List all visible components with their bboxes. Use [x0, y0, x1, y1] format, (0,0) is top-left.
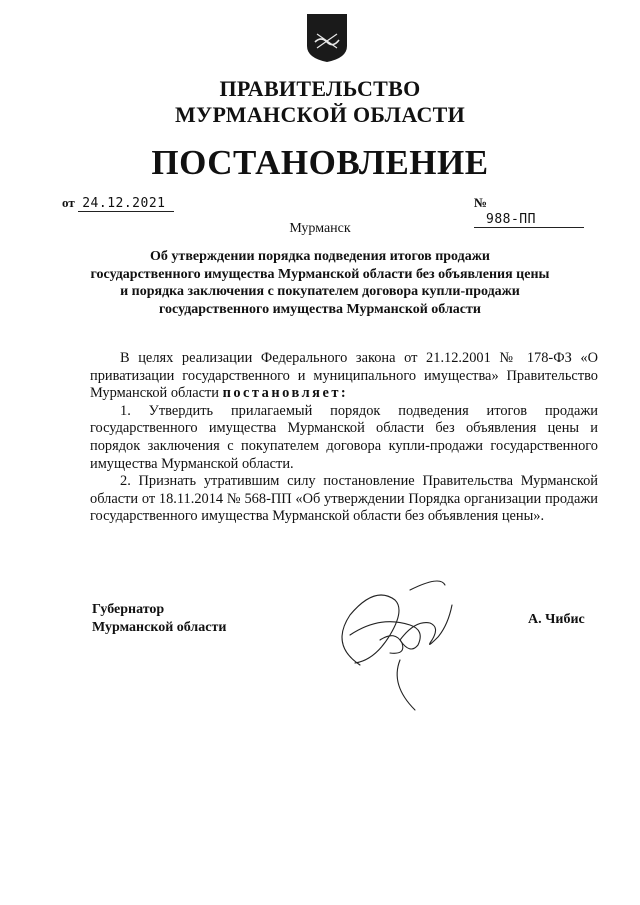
signer-position-line2: Мурманской области [92, 620, 227, 635]
intro-text: В целях реализации Федерального закона от 21.12.2001 № 178-ФЗ «О приватизации государственного и муниципального имущества» Правительство Мурманской области [90, 350, 598, 402]
government-name [0, 76, 640, 128]
item-1: 1. Утвердить прилагаемый порядок подведения итогов продажи государственного имущества Мурманской области без объявления цены и порядок заключения с покупателем договора купли-продажи государственного имущества Мурманской области. [90, 402, 598, 472]
subject-line1: Об утверждении порядка подведения итогов продажи [150, 249, 490, 264]
date-label: от [62, 195, 75, 210]
subject-line3: и порядка заключения с покупателем договора купли-продажи [120, 284, 520, 299]
document-date [62, 195, 174, 212]
government-name-line1: ПРАВИТЕЛЬСТВО [219, 76, 421, 101]
number-label: № [474, 195, 488, 210]
subject-line4: государственного имущества Мурманской области [159, 301, 481, 317]
coat-of-arms-icon [305, 12, 349, 64]
document-subject [60, 248, 580, 318]
date-value: 24.12.2021 [78, 196, 174, 212]
number-value: 988-ПП [474, 212, 584, 228]
date-number-row [62, 195, 592, 227]
government-name-line2: МУРМАНСКОЙ ОБЛАСТИ [174, 102, 466, 127]
signer-name: А. Чибис [528, 612, 585, 627]
document-type-title: ПОСТАНОВЛЕНИЕ [151, 143, 489, 182]
intro-paragraph [90, 350, 598, 403]
city: Мурманск [289, 221, 351, 236]
resolves-word: постановляет: [222, 385, 349, 402]
signer-position-line1: Губернатор [92, 602, 165, 617]
subject-line2: государственного имущества Мурманской области без объявления цены [90, 266, 550, 282]
handwritten-signature [320, 565, 460, 715]
signer-position [92, 601, 226, 637]
document-body [90, 350, 598, 526]
item-2: 2. Признать утратившим силу постановление Правительства Мурманской области от 18.11.2014 № 568-ПП «Об утверждении Порядка организации продажи государственного имущества Мурманской области без объявления цены». [90, 473, 598, 525]
